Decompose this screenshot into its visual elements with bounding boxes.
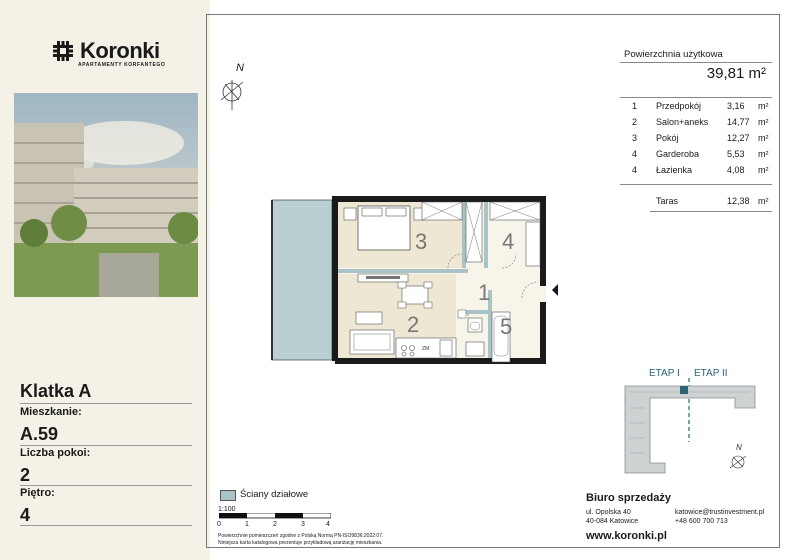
building-photo: [14, 93, 198, 297]
room-no: 2: [632, 117, 638, 127]
room-unit: m²: [758, 101, 769, 111]
etap1-label: ETAP I: [649, 368, 680, 379]
key-plan: [620, 378, 770, 478]
room-number-4: 4: [502, 229, 515, 254]
room-number-2: 2: [407, 312, 420, 337]
sales-title: Biuro sprzedaży: [586, 492, 671, 504]
room-row: [624, 165, 772, 179]
scale-tick: 3: [301, 521, 305, 528]
total-area: 39,81 m²: [706, 65, 766, 82]
zm-label: ZM: [422, 346, 430, 352]
sales-email[interactable]: katowice@trustinvestment.pl: [675, 509, 765, 516]
floor-value: 4: [20, 505, 31, 525]
partition-swatch: [220, 490, 236, 501]
room-unit: m²: [758, 133, 769, 143]
koronki-logo-icon: [52, 40, 74, 62]
floor-plan: [262, 186, 562, 376]
etap2-label: ETAP II: [694, 368, 728, 379]
divider: [650, 211, 772, 212]
room-area: 14,77: [727, 117, 750, 127]
arrangement-note: Niniejsza karta katalogowa prezentuje przykładową aranżację mieszkania.: [218, 540, 383, 546]
room-area: 12,27: [727, 133, 750, 143]
room-area: 4,08: [727, 165, 745, 175]
terrace-area: 12,38: [727, 196, 750, 206]
scale-ticks: [217, 521, 337, 531]
room-number-5: 5: [500, 314, 513, 339]
room-name: Pokój: [656, 133, 679, 143]
divider: [620, 62, 772, 63]
terrace-name: Taras: [656, 196, 679, 206]
rooms-value: 2: [20, 465, 31, 485]
room-number-3: 3: [415, 229, 428, 254]
sidebar: [0, 0, 210, 560]
scale-label: 1:100: [218, 506, 236, 513]
room-no: 4: [632, 165, 638, 175]
room-unit: m²: [758, 117, 769, 127]
divider: [620, 97, 772, 98]
room-unit: m²: [758, 149, 769, 159]
terrace-row: [624, 196, 772, 210]
scale-tick: 1: [245, 521, 249, 528]
rooms-label: Liczba pokoi:: [20, 447, 91, 459]
brand-tagline: APARTAMENTY KORFANTEGO: [78, 62, 166, 68]
scale-tick: 0: [217, 521, 221, 528]
logo: [52, 38, 160, 64]
website-link[interactable]: www.koronki.pl: [586, 530, 667, 542]
terrace-unit: m²: [758, 196, 769, 206]
room-row: [624, 133, 772, 147]
room-no: 1: [632, 101, 638, 111]
divider: [20, 525, 192, 526]
sales-city: 40-084 Katowice: [586, 518, 639, 525]
entrance-arrow: [552, 284, 558, 296]
room-row: [624, 117, 772, 131]
divider: [620, 184, 772, 185]
terrace-area: [272, 200, 332, 360]
room-area: 3,16: [727, 101, 745, 111]
norm-note: Powierzchnie pomieszczeń zgodne z Polską Normą PN-ISO9836:2022:07.: [218, 533, 384, 539]
room-number-1: 1: [478, 280, 491, 305]
room-name: Garderoba: [656, 149, 700, 159]
partition-label: Ściany działowe: [240, 489, 309, 500]
room-name: Łazienka: [656, 165, 693, 175]
brand-name: Koronki: [80, 38, 160, 63]
scale-tick: 2: [273, 521, 277, 528]
divider: [20, 445, 192, 446]
room-unit: m²: [758, 165, 769, 175]
room-name: Salon+aneks: [656, 117, 709, 127]
sales-street: ul. Opolska 40: [586, 509, 631, 516]
room-row: [624, 149, 772, 163]
compass-icon: [218, 62, 252, 116]
apartment-number: A.59: [20, 424, 59, 444]
room-no: 3: [632, 133, 638, 143]
room-area: 5,53: [727, 149, 745, 159]
divider: [20, 403, 192, 404]
staircase-title: Klatka A: [20, 381, 92, 401]
apartment-label: Mieszkanie:: [20, 406, 82, 418]
north-label: N: [236, 62, 244, 74]
scale-tick: 4: [326, 521, 330, 528]
sales-phone[interactable]: +48 600 700 713: [675, 518, 728, 525]
scale-bar: [219, 513, 331, 519]
room-name: Przedpokój: [656, 101, 702, 111]
north-arrow: [218, 62, 252, 116]
room-no: 4: [632, 149, 638, 159]
area-title: Powierzchnia użytkowa: [624, 49, 723, 60]
floor-label: Piętro:: [20, 487, 55, 499]
apartment-location-marker: [680, 386, 688, 394]
room-row: [624, 101, 772, 115]
divider: [20, 485, 192, 486]
keyplan-north-label: N: [736, 443, 742, 452]
